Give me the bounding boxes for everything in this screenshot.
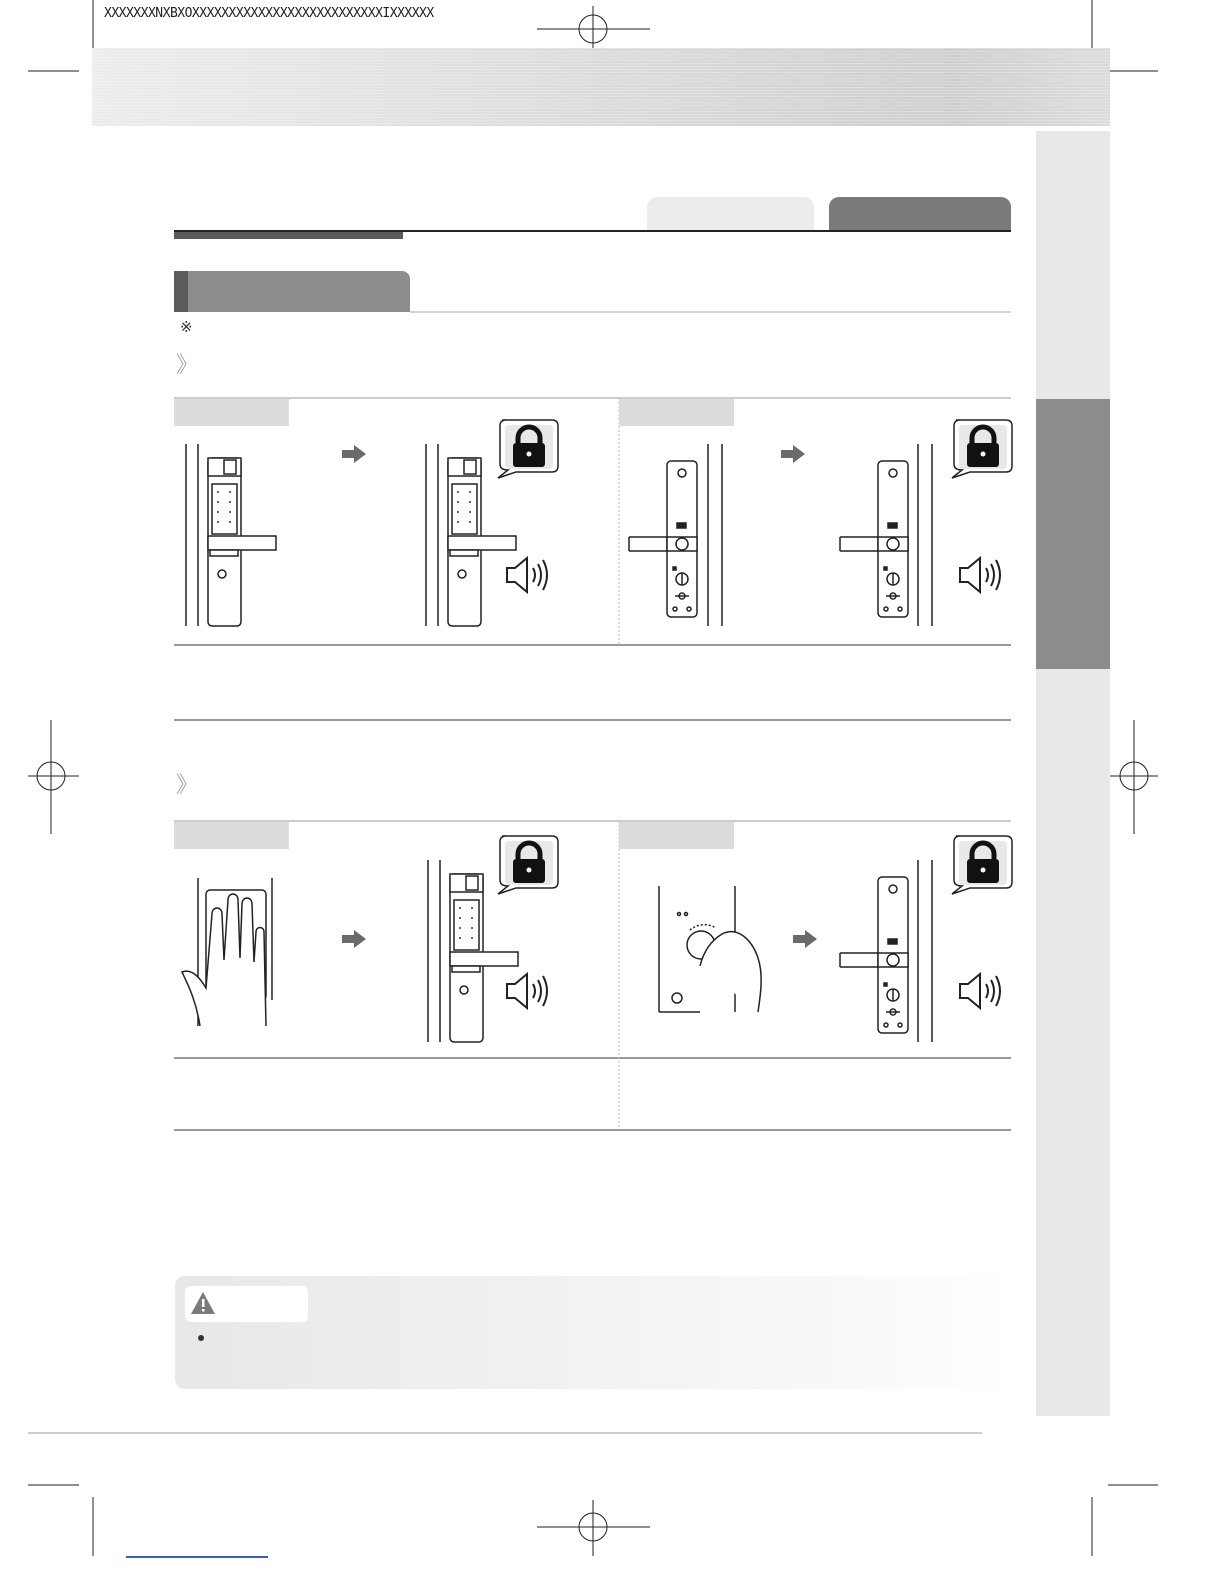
section-bullet-icon: 》 bbox=[176, 773, 199, 798]
inside-lock-illustration bbox=[878, 461, 908, 617]
speaker-icon bbox=[960, 974, 1000, 1008]
front-lock-illustration bbox=[186, 444, 276, 626]
speaker-icon bbox=[960, 558, 1000, 592]
arrow-right-icon bbox=[781, 445, 805, 463]
section-bullet-icon: 》 bbox=[176, 353, 199, 378]
note-mark-icon: ※ bbox=[180, 318, 193, 336]
hand-turning-knob-illustration bbox=[659, 886, 761, 1012]
padlock-icon bbox=[952, 420, 1012, 478]
inside-lock-illustration bbox=[878, 877, 908, 1033]
padlock-icon bbox=[498, 420, 558, 478]
arrow-right-icon bbox=[793, 930, 817, 948]
front-lock-illustration bbox=[428, 860, 518, 1042]
speaker-icon bbox=[507, 558, 547, 592]
arrow-right-icon bbox=[342, 930, 366, 948]
inside-lock-illustration bbox=[667, 461, 697, 617]
hand-on-keypad-illustration bbox=[182, 878, 272, 1026]
front-lock-illustration bbox=[426, 444, 516, 626]
warning-triangle-icon bbox=[190, 1291, 216, 1315]
padlock-icon bbox=[952, 836, 1012, 894]
print-job-code: XXXXXXXNXBXOXXXXXXXXXXXXXXXXXXXXXXXXXXIXXXXXX bbox=[104, 6, 434, 21]
padlock-icon bbox=[498, 836, 558, 894]
caution-bullet bbox=[198, 1335, 204, 1341]
bottom-link-underline bbox=[126, 1556, 268, 1558]
arrow-right-icon bbox=[342, 445, 366, 463]
speaker-icon bbox=[507, 974, 547, 1008]
